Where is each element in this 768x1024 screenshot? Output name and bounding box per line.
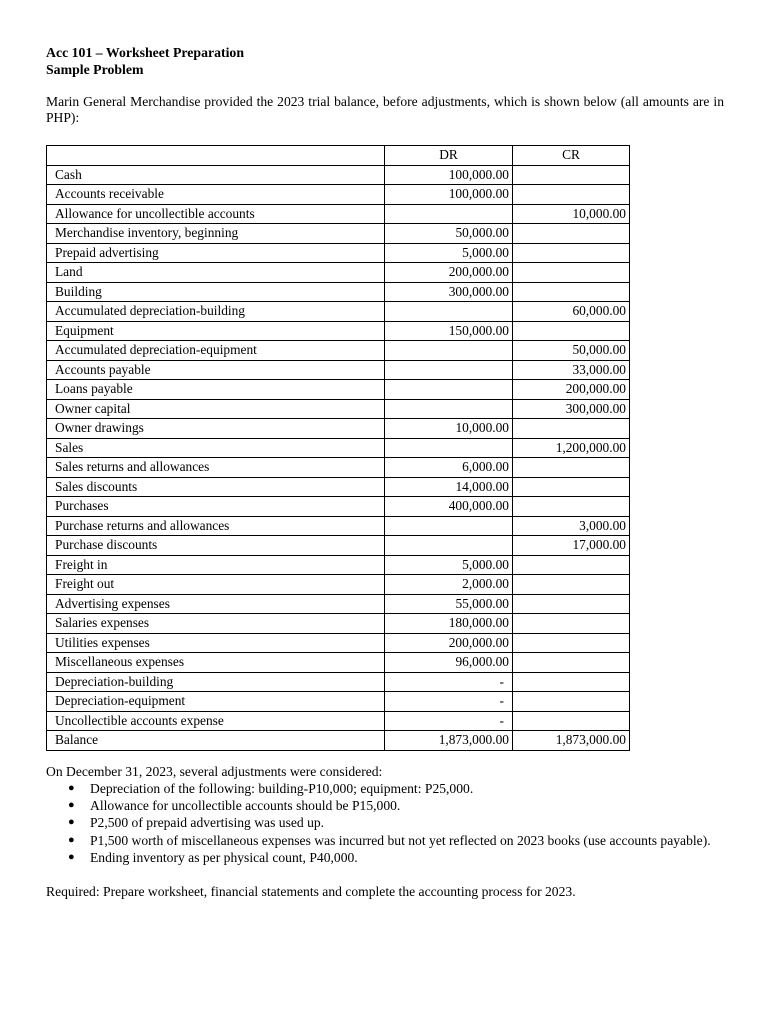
debit-cell xyxy=(385,360,513,380)
debit-cell: 150,000.00 xyxy=(385,321,513,341)
trial-balance-table xyxy=(46,145,630,751)
credit-cell xyxy=(513,711,630,731)
credit-cell: 60,000.00 xyxy=(513,302,630,322)
table-row xyxy=(47,341,630,361)
account-name-cell: Cash xyxy=(47,165,385,185)
credit-cell xyxy=(513,614,630,634)
table-row xyxy=(47,165,630,185)
credit-cell: 10,000.00 xyxy=(513,204,630,224)
debit-cell: 5,000.00 xyxy=(385,555,513,575)
debit-cell: 100,000.00 xyxy=(385,185,513,205)
credit-cell xyxy=(513,321,630,341)
debit-cell: 6,000.00 xyxy=(385,458,513,478)
account-name-cell: Owner capital xyxy=(47,399,385,419)
account-name-cell: Building xyxy=(47,282,385,302)
debit-cell: 100,000.00 xyxy=(385,165,513,185)
credit-cell: 1,200,000.00 xyxy=(513,438,630,458)
document-title: Acc 101 – Worksheet Preparation xyxy=(46,45,244,60)
account-name-cell: Merchandise inventory, beginning xyxy=(47,224,385,244)
credit-cell xyxy=(513,263,630,283)
bullet-icon: ● xyxy=(68,782,75,794)
table-row xyxy=(47,497,630,517)
credit-cell xyxy=(513,672,630,692)
account-name-cell: Purchase returns and allowances xyxy=(47,516,385,536)
adjustments-list xyxy=(46,780,736,866)
debit-cell: 10,000.00 xyxy=(385,419,513,439)
credit-cell xyxy=(513,575,630,595)
debit-cell xyxy=(385,399,513,419)
debit-cell xyxy=(385,536,513,556)
adjustment-text: Allowance for uncollectible accounts should be P15,000. xyxy=(90,798,401,814)
account-name-cell: Accounts payable xyxy=(47,360,385,380)
adjustments-lead: On December 31, 2023, several adjustments were considered: xyxy=(46,764,383,779)
credit-cell: 33,000.00 xyxy=(513,360,630,380)
credit-cell xyxy=(513,692,630,712)
header-dr: DR xyxy=(385,146,513,166)
credit-cell xyxy=(513,282,630,302)
credit-cell: 1,873,000.00 xyxy=(513,731,630,751)
document-subtitle: Sample Problem xyxy=(46,62,144,77)
table-row xyxy=(47,399,630,419)
table-row xyxy=(47,263,630,283)
debit-cell: 200,000.00 xyxy=(385,633,513,653)
header-cr: CR xyxy=(513,146,630,166)
table-row xyxy=(47,302,630,322)
debit-cell: 55,000.00 xyxy=(385,594,513,614)
table-row xyxy=(47,321,630,341)
table-row xyxy=(47,594,630,614)
account-name-cell: Utilities expenses xyxy=(47,633,385,653)
intro-paragraph: Marin General Merchandise provided the 2023 trial balance, before adjustments, which is shown below (all amounts are in PHP): xyxy=(46,94,724,125)
adjustment-text: Depreciation of the following: building-P10,000; equipment: P25,000. xyxy=(90,781,474,796)
account-name-cell: Depreciation-building xyxy=(47,672,385,692)
account-name-cell: Allowance for uncollectible accounts xyxy=(47,204,385,224)
account-name-cell: Purchase discounts xyxy=(47,536,385,556)
trial-balance-body xyxy=(47,146,630,751)
account-name-cell: Accounts receivable xyxy=(47,185,385,205)
adjustment-item xyxy=(68,849,736,866)
debit-cell: 2,000.00 xyxy=(385,575,513,595)
debit-cell: 200,000.00 xyxy=(385,263,513,283)
account-name-cell: Miscellaneous expenses xyxy=(47,653,385,673)
credit-cell xyxy=(513,477,630,497)
debit-cell xyxy=(385,302,513,322)
account-name-cell: Balance xyxy=(47,731,385,751)
debit-cell xyxy=(385,380,513,400)
credit-cell: 3,000.00 xyxy=(513,516,630,536)
debit-cell: - xyxy=(385,672,513,692)
account-name-cell: Sales returns and allowances xyxy=(47,458,385,478)
debit-cell: 96,000.00 xyxy=(385,653,513,673)
credit-cell xyxy=(513,594,630,614)
table-row xyxy=(47,477,630,497)
document-page xyxy=(46,44,726,899)
account-name-cell: Freight in xyxy=(47,555,385,575)
credit-cell xyxy=(513,633,630,653)
debit-cell: - xyxy=(385,692,513,712)
credit-cell xyxy=(513,653,630,673)
table-row xyxy=(47,458,630,478)
account-name-cell: Accumulated depreciation-building xyxy=(47,302,385,322)
table-row xyxy=(47,555,630,575)
credit-cell xyxy=(513,165,630,185)
table-row xyxy=(47,633,630,653)
adjustment-item xyxy=(68,797,736,814)
debit-cell xyxy=(385,516,513,536)
table-row xyxy=(47,672,630,692)
required-statement: Required: Prepare worksheet, financial statements and complete the accounting process for 2023. xyxy=(46,884,576,899)
table-row xyxy=(47,653,630,673)
debit-cell xyxy=(385,341,513,361)
adjustment-text: P2,500 of prepaid advertising was used up. xyxy=(90,815,325,831)
adjustment-item xyxy=(68,832,736,849)
adjustment-text: Ending inventory as per physical count, P40,000. xyxy=(90,849,358,865)
account-name-cell: Equipment xyxy=(47,321,385,341)
table-row xyxy=(47,380,630,400)
credit-cell: 17,000.00 xyxy=(513,536,630,556)
table-row xyxy=(47,419,630,439)
table-row xyxy=(47,711,630,731)
adjustment-text: P1,500 worth of miscellaneous expenses was incurred but not yet reflected on 2023 books (use accounts payable). xyxy=(90,832,711,848)
debit-cell xyxy=(385,204,513,224)
table-row xyxy=(47,575,630,595)
account-name-cell: Uncollectible accounts expense xyxy=(47,711,385,731)
account-name-cell: Depreciation-equipment xyxy=(47,692,385,712)
account-name-cell: Sales discounts xyxy=(47,477,385,497)
credit-cell xyxy=(513,497,630,517)
debit-cell: - xyxy=(385,711,513,731)
adjustment-item xyxy=(68,814,736,831)
credit-cell xyxy=(513,185,630,205)
table-row xyxy=(47,536,630,556)
account-name-cell: Advertising expenses xyxy=(47,594,385,614)
adjustments-section xyxy=(46,763,736,866)
table-row xyxy=(47,692,630,712)
account-name-cell: Sales xyxy=(47,438,385,458)
account-name-cell: Loans payable xyxy=(47,380,385,400)
bullet-icon: ● xyxy=(68,799,75,812)
account-name-cell: Accumulated depreciation-equipment xyxy=(47,341,385,361)
credit-cell xyxy=(513,555,630,575)
credit-cell: 300,000.00 xyxy=(513,399,630,419)
table-row xyxy=(47,243,630,263)
credit-cell xyxy=(513,224,630,244)
table-row xyxy=(47,224,630,244)
table-row xyxy=(47,185,630,205)
account-name-cell: Prepaid advertising xyxy=(47,243,385,263)
credit-cell: 50,000.00 xyxy=(513,341,630,361)
debit-cell: 300,000.00 xyxy=(385,282,513,302)
credit-cell: 200,000.00 xyxy=(513,380,630,400)
bullet-icon: ● xyxy=(68,816,75,829)
table-row xyxy=(47,282,630,302)
table-row xyxy=(47,614,630,634)
credit-cell xyxy=(513,419,630,439)
account-name-cell: Owner drawings xyxy=(47,419,385,439)
account-name-cell: Salaries expenses xyxy=(47,614,385,634)
table-row xyxy=(47,204,630,224)
debit-cell: 400,000.00 xyxy=(385,497,513,517)
table-row xyxy=(47,516,630,536)
account-name-cell: Freight out xyxy=(47,575,385,595)
balance-row xyxy=(47,731,630,751)
account-name-cell: Land xyxy=(47,263,385,283)
table-header-row xyxy=(47,146,630,166)
table-row xyxy=(47,360,630,380)
debit-cell: 50,000.00 xyxy=(385,224,513,244)
adjustment-item xyxy=(68,780,736,797)
credit-cell xyxy=(513,243,630,263)
debit-cell: 5,000.00 xyxy=(385,243,513,263)
account-name-cell: Purchases xyxy=(47,497,385,517)
debit-cell: 14,000.00 xyxy=(385,477,513,497)
debit-cell xyxy=(385,438,513,458)
bullet-icon: ● xyxy=(68,850,75,863)
table-row xyxy=(47,438,630,458)
bullet-icon: ● xyxy=(68,833,75,846)
debit-cell: 1,873,000.00 xyxy=(385,731,513,751)
debit-cell: 180,000.00 xyxy=(385,614,513,634)
header-account xyxy=(47,146,385,166)
credit-cell xyxy=(513,458,630,478)
